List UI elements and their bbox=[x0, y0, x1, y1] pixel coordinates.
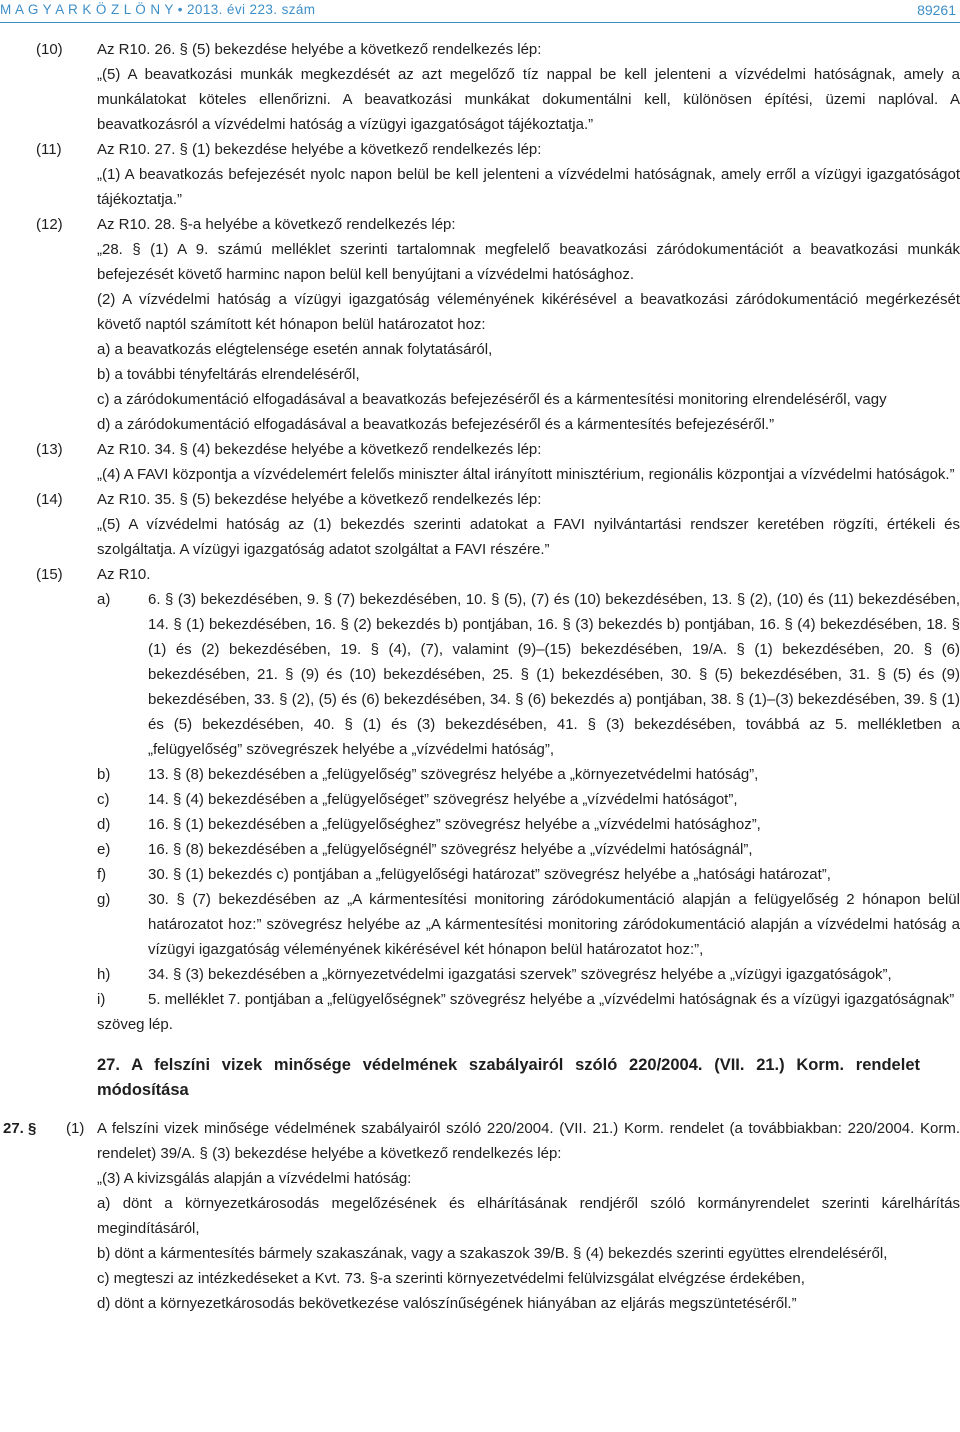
journal-title: M A G Y A R K Ö Z L Ö N Y • 2013. évi 223. szám bbox=[0, 2, 316, 17]
page-header bbox=[0, 0, 960, 22]
list-item-i bbox=[0, 987, 960, 1012]
header-divider bbox=[0, 22, 960, 23]
list-text: 16. § (8) bekezdésében a „felügyelőségnél” szövegrész helyébe a „vízvédelmi hatóságnál”, bbox=[148, 841, 753, 858]
document-body bbox=[0, 37, 960, 1316]
amendment-10 bbox=[0, 37, 960, 62]
quoted-provision: „28. § (1) A 9. számú melléklet szerinti tartalomnak megfelelő beavatkozási záródokumentációt a beavatkozási munkák befejezését követő harminc napon belül kell benyújtani a vízvédelmi hatósághoz. bbox=[97, 241, 960, 283]
item-intro: Az R10. 34. § (4) bekezdése helyébe a következő rendelkezés lép: bbox=[97, 441, 542, 458]
list-label: b) bbox=[97, 766, 111, 783]
item-number: (10) bbox=[36, 41, 63, 58]
quoted-provision: „(4) A FAVI központja a vízvédelemért felelős miniszter által irányított minisztérium, regionális központjai a vízvédelmi hatóságok.” bbox=[97, 466, 955, 483]
list-label: d) bbox=[97, 816, 111, 833]
item-number: (14) bbox=[36, 491, 63, 508]
page-number: 89261 bbox=[917, 2, 956, 18]
list-text: 34. § (3) bekezdésében a „környezetvédelmi igazgatási szervek” szövegrész helyébe a „vízügyi igazgatóságok”, bbox=[148, 966, 892, 983]
item-intro: Az R10. 35. § (5) bekezdése helyébe a következő rendelkezés lép: bbox=[97, 491, 542, 508]
list-text: 14. § (4) bekezdésében a „felügyelőséget” szövegrész helyébe a „vízvédelmi hatóságot”, bbox=[148, 791, 738, 808]
list-label: i) bbox=[97, 991, 106, 1008]
list-label: c) bbox=[97, 791, 110, 808]
section-heading: 27. A felszíni vizek minősége védelmének szabályairól szóló 220/2004. (VII. 21.) Korm. rendelet módosítása bbox=[97, 1056, 920, 1099]
quoted-provision: „(5) A vízvédelmi hatóság az (1) bekezdés szerinti adatokat a FAVI nyilvántartási rendszer keretében rögzíti, értékeli és szolgáltatja. A vízügyi igazgatóság adatot szolgáltat a FAVI részére.” bbox=[97, 516, 960, 558]
quoted-point: c) a záródokumentáció elfogadásával a beavatkozás befejezéséről és a kármentesítési monitoring elrendeléséről, vagy bbox=[97, 391, 887, 408]
list-item-d bbox=[0, 812, 960, 837]
amendment-13 bbox=[0, 437, 960, 462]
quoted-point: d) dönt a környezetkárosodás bekövetkezése valószínűségének hiányában az eljárás megszüntetéséről.” bbox=[97, 1295, 797, 1312]
item-number: (12) bbox=[36, 216, 63, 233]
list-item-h bbox=[0, 962, 960, 987]
list-text: 16. § (1) bekezdésében a „felügyelőséghez” szövegrész helyébe a „vízvédelmi hatósághoz”, bbox=[148, 816, 761, 833]
quoted-provision: „(5) A beavatkozási munkák megkezdését az azt megelőző tíz nappal be kell jelenteni a vízvédelmi hatóságnak, amely a munkálatokat köteles ellenőrizni. A beavatkozási munkákat dokumentálni kell, különösen építési, üzemi naplóval. A beavatkozásról a vízvédelmi hatóság a vízügyi igazgatóságot tájékoztatja.” bbox=[97, 66, 960, 133]
list-item-e bbox=[0, 837, 960, 862]
section-27 bbox=[0, 1116, 960, 1166]
list-label: h) bbox=[97, 966, 111, 983]
quoted-point: d) a záródokumentáció elfogadásával a beavatkozás befejezéséről és a kármentesítés befejezéséről.” bbox=[97, 416, 775, 433]
list-label: f) bbox=[97, 866, 107, 883]
amendment-15 bbox=[0, 562, 960, 587]
amendment-12 bbox=[0, 212, 960, 237]
list-item-c bbox=[0, 787, 960, 812]
list-item-a bbox=[0, 587, 960, 762]
closing-text: szöveg lép. bbox=[97, 1016, 173, 1033]
section-number: 27. § bbox=[3, 1120, 37, 1137]
quoted-point: b) dönt a kármentesítés bármely szakaszának, vagy a szakaszok 39/B. § (4) bekezdés szerinti együttes elrendeléséről, bbox=[97, 1245, 888, 1262]
item-number: (15) bbox=[36, 566, 63, 583]
item-intro: Az R10. bbox=[97, 566, 151, 583]
quoted-provision: „(3) A kivizsgálás alapján a vízvédelmi hatóság: bbox=[97, 1170, 412, 1187]
list-text: 30. § (7) bekezdésében az „A kármentesítési monitoring záródokumentáció alapján a felügyelőség 2 hónapon belül határozatot hoz:” szövegrész helyébe az „A kármentesítési monitoring záródokumentáció alapján a vízvédelmi hatóság a vízügyi igazgatóság véleményének kikérésével két hónapon belül határozatot hoz:”, bbox=[148, 891, 960, 958]
amendment-14 bbox=[0, 487, 960, 512]
section-text: A felszíni vizek minősége védelmének szabályairól szóló 220/2004. (VII. 21.) Korm. rendelet (a továbbiakban: 220/2004. Korm. rendelet) 39/A. § (3) bekezdése helyébe a következő rendelkezés lép: bbox=[97, 1120, 960, 1162]
quoted-point: a) dönt a környezetkárosodás megelőzésének és elhárításának rendjéről szóló kormányrendelet szerinti kárelhárítás megindításáról, bbox=[97, 1195, 960, 1237]
list-label: a) bbox=[97, 591, 111, 608]
item-intro: Az R10. 27. § (1) bekezdése helyébe a következő rendelkezés lép: bbox=[97, 141, 542, 158]
paragraph-number: (1) bbox=[66, 1120, 85, 1137]
list-text: 30. § (1) bekezdés c) pontjában a „felügyelőségi határozat” szövegrész helyébe a „hatósági határozat”, bbox=[148, 866, 831, 883]
item-intro: Az R10. 26. § (5) bekezdése helyébe a következő rendelkezés lép: bbox=[97, 41, 542, 58]
list-text: 6. § (3) bekezdésében, 9. § (7) bekezdésében, 10. § (5), (7) és (10) bekezdésében, 13. § (2), (10) és (11) bekezdésében, 14. § (1) bekezdésében, 16. § (2) bekezdés b) pontjában, 16. § (3) bekezdés b) pontjában, 16. § (4) bekezdésében, 18. § (1) és (2) bekezdésében, 19. § (4), (7), valamint (9)–(15) bekezdésében, 19/A. § (1) bekezdésében, 20. § (6) bekezdésében, 21. § (9) és (10) bekezdésében, 25. § (1) bekezdésében, 30. § (5) bekezdésében, 31. § (5) és (9) bekezdésében, 33. § (2), (5) és (6) bekezdésében, 34. § (6) bekezdés a) pontjában, 38. § (1)–(3) bekezdésében, 39. § (1) és (5) bekezdésében, 40. § (1) és (3) bekezdésében, 41. § (3) bekezdésében, továbbá az 5. mellékletben a „felügyelőség” szövegrészek helyébe a „vízvédelmi hatóság”, bbox=[148, 591, 960, 758]
quoted-provision: „(1) A beavatkozás befejezését nyolc napon belül be kell jelenteni a vízvédelmi hatóságnak, amely erről a vízügyi igazgatóságot tájékoztatja.” bbox=[97, 166, 960, 208]
quoted-point: a) a beavatkozás elégtelensége esetén annak folytatásáról, bbox=[97, 341, 493, 358]
quoted-paragraph: (2) A vízvédelmi hatóság a vízügyi igazgatóság véleményének kikérésével a beavatkozási záródokumentáció megérkezését követő naptól számított két hónapon belül határozatot hoz: bbox=[97, 291, 960, 333]
list-text: 13. § (8) bekezdésében a „felügyelőség” szövegrész helyébe a „környezetvédelmi hatóság”, bbox=[148, 766, 759, 783]
amendment-11 bbox=[0, 137, 960, 162]
quoted-point: b) a további tényfeltárás elrendeléséről, bbox=[97, 366, 360, 383]
list-item-f bbox=[0, 862, 960, 887]
list-text: 5. melléklet 7. pontjában a „felügyelőségnek” szövegrész helyébe a „vízvédelmi hatóságnak és a vízügyi igazgatóságnak” bbox=[148, 991, 955, 1008]
item-intro: Az R10. 28. §-a helyébe a következő rendelkezés lép: bbox=[97, 216, 456, 233]
list-label: e) bbox=[97, 841, 111, 858]
item-number: (13) bbox=[36, 441, 63, 458]
list-label: g) bbox=[97, 891, 111, 908]
item-number: (11) bbox=[36, 141, 62, 158]
list-item-b bbox=[0, 762, 960, 787]
list-item-g bbox=[0, 887, 960, 962]
quoted-point: c) megteszi az intézkedéseket a Kvt. 73. §-a szerinti környezetvédelmi felülvizsgálat elvégzése érdekében, bbox=[97, 1270, 805, 1287]
